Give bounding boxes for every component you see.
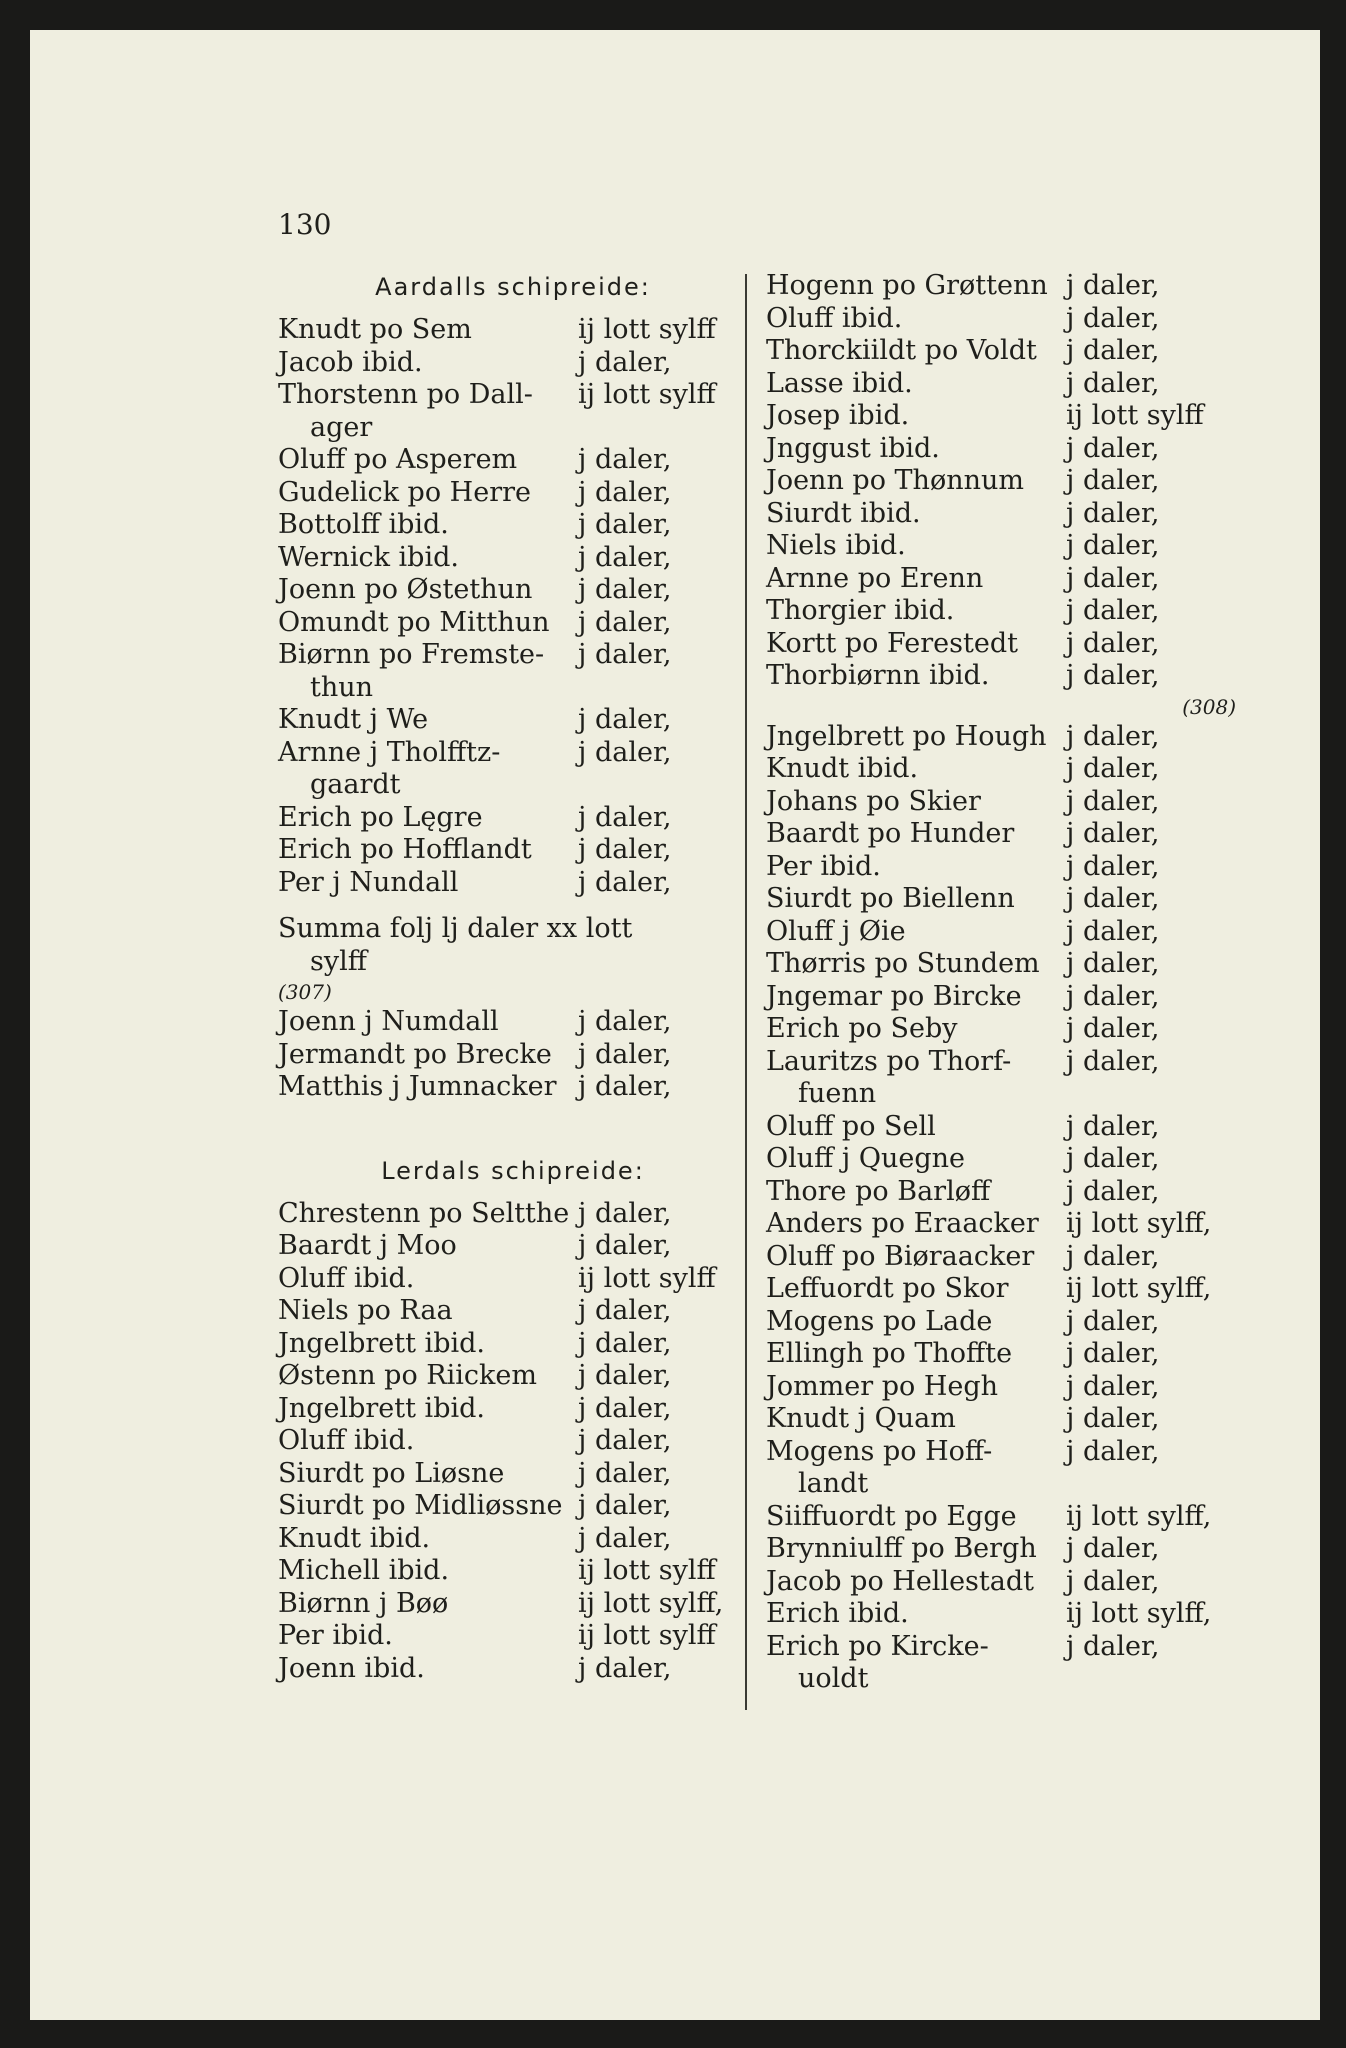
- entry-row: [766, 1598, 1236, 1631]
- entry-row: [766, 595, 1236, 628]
- entry-amount: j daler,: [1066, 660, 1160, 691]
- entry-row: [766, 1111, 1236, 1144]
- entry-name: Leffuordt po Skor: [766, 1273, 1009, 1304]
- entry-name-continuation: gaardt: [310, 769, 401, 800]
- entry-name: Ellingh po Thoffte: [766, 1338, 1013, 1369]
- entry-name: Baardt j Moo: [278, 1230, 457, 1261]
- entry-row: [766, 433, 1236, 466]
- right-column: [766, 270, 1236, 1696]
- entry-name: Siurdt po Liøsne: [278, 1457, 505, 1489]
- entry-row: [766, 563, 1236, 596]
- entry-name: Thorbiørnn ibid.: [766, 660, 990, 691]
- entry-amount: j daler,: [578, 834, 672, 865]
- entry-row: [278, 1588, 748, 1621]
- entry-row: [766, 818, 1236, 851]
- entry-name-continuation: uoldt: [798, 1663, 869, 1694]
- entry-row: [766, 498, 1236, 531]
- entry-row: [766, 1176, 1236, 1209]
- entry-amount: j daler,: [578, 1038, 672, 1070]
- entry-amount: j daler,: [1066, 627, 1160, 659]
- entry-name: Jngelbrett ibid.: [278, 1392, 485, 1424]
- entry-amount: j daler,: [1066, 335, 1160, 366]
- entry-row: [766, 335, 1236, 368]
- entry-name: Jermandt po Brecke: [278, 1038, 552, 1070]
- entry-row: [278, 1295, 748, 1328]
- entry-row: [766, 721, 1236, 754]
- entry-row: [766, 400, 1236, 433]
- document-page: [30, 30, 1320, 2020]
- entry-row: [766, 1631, 1236, 1664]
- entry-amount: j daler,: [578, 1197, 672, 1229]
- entry-row: [278, 1360, 748, 1393]
- entry-amount: ij lott sylff: [578, 379, 716, 410]
- entry-name: Kortt po Ferestedt: [766, 627, 1018, 659]
- entry-amount: j daler,: [578, 1071, 672, 1102]
- entry-name: Arnne j Tholfftz-: [278, 736, 501, 768]
- entry-name: Knudt po Sem: [278, 314, 472, 345]
- entry-row: [278, 477, 748, 510]
- entry-row: [766, 753, 1236, 786]
- entry-name: Per ibid.: [766, 850, 881, 882]
- entry-name: Siurdt po Midliøssne: [278, 1490, 563, 1521]
- entry-row: [766, 1273, 1236, 1306]
- entry-name: Niels po Raa: [278, 1295, 453, 1326]
- entry-row: [766, 628, 1236, 661]
- entry-row: [278, 1653, 748, 1686]
- entry-row: [766, 1371, 1236, 1404]
- entry-amount: j daler,: [1066, 1533, 1160, 1564]
- entry-name: Wernick ibid.: [278, 541, 459, 573]
- entry-amount: j daler,: [1066, 530, 1160, 561]
- entry-name: Oluff po Biøraacker: [766, 1240, 1035, 1272]
- summa-continuation: sylff: [310, 945, 367, 977]
- entry-name-continuation: landt: [798, 1468, 869, 1499]
- entry-amount: j daler,: [1066, 1143, 1160, 1174]
- entry-row: [766, 1566, 1236, 1599]
- entry-name: Biørnn po Fremste-: [278, 639, 545, 670]
- entry-amount: j daler,: [578, 509, 672, 540]
- entry-amount: j daler,: [578, 1392, 672, 1424]
- entry-amount: j daler,: [578, 1006, 672, 1037]
- entry-name: Michell ibid.: [278, 1555, 450, 1586]
- entry-amount: j daler,: [1066, 1338, 1160, 1369]
- entry-name: Oluff po Sell: [766, 1110, 936, 1142]
- entry-row: [766, 465, 1236, 498]
- entry-amount: j daler,: [578, 736, 672, 768]
- entry-row: [278, 314, 748, 347]
- entry-row: [278, 542, 748, 575]
- entry-name: Erich ibid.: [766, 1598, 909, 1629]
- entry-name: Oluff po Asperem: [278, 444, 518, 475]
- entry-amount: j daler,: [578, 1327, 672, 1359]
- entry-amount: j daler,: [578, 1425, 672, 1456]
- entry-name: Joenn ibid.: [278, 1652, 425, 1684]
- entry-amount: j daler,: [1066, 1565, 1160, 1597]
- entry-amount: j daler,: [578, 1457, 672, 1489]
- entry-name: Thørris po Stundem: [766, 948, 1040, 979]
- entry-amount: j daler,: [1066, 1110, 1160, 1142]
- right-entries-bottom: [766, 721, 1236, 1696]
- entry-amount: j daler,: [1066, 1403, 1160, 1434]
- entry-name: Thorgier ibid.: [766, 595, 955, 626]
- entry-name: Jngelbrett po Hough: [766, 720, 1047, 752]
- entry-name: Siiffuordt po Egge: [766, 1500, 1017, 1532]
- entry-amount: j daler,: [578, 346, 672, 378]
- entry-name: Knudt j We: [278, 704, 429, 735]
- entry-name: Joenn j Numdall: [278, 1006, 499, 1037]
- summa-text: Summa folj lj daler xx lott: [278, 913, 633, 944]
- entry-name: Bottolff ibid.: [278, 509, 449, 540]
- entry-amount: j daler,: [578, 444, 672, 475]
- entry-row: [766, 1403, 1236, 1436]
- entry-name: Oluff ibid.: [766, 302, 903, 334]
- entry-amount: j daler,: [1066, 1013, 1160, 1044]
- entry-amount: j daler,: [1066, 1435, 1160, 1467]
- entry-amount: j daler,: [578, 541, 672, 573]
- entry-name: Østenn po Riickem: [278, 1360, 537, 1391]
- entry-name: Biørnn j Bøø: [278, 1587, 449, 1619]
- entry-row: [766, 883, 1236, 916]
- entry-row: [766, 851, 1236, 884]
- entry-amount: j daler,: [1066, 883, 1160, 914]
- entry-row: [278, 1006, 748, 1039]
- entry-name: Knudt ibid.: [766, 753, 919, 784]
- entry-amount: j daler,: [1066, 562, 1160, 594]
- entry-name: Lauritzs po Thorf-: [766, 1045, 1012, 1077]
- entry-row: [766, 660, 1236, 693]
- entry-amount: j daler,: [1066, 948, 1160, 979]
- entry-row: [766, 981, 1236, 1014]
- entry-amount: j daler,: [1066, 497, 1160, 529]
- entry-row: [766, 530, 1236, 563]
- entry-amount: j daler,: [1066, 720, 1160, 752]
- entry-amount: j daler,: [1066, 785, 1160, 817]
- entry-row: [278, 737, 748, 770]
- entry-amount: j daler,: [1066, 850, 1160, 882]
- entry-amount: j daler,: [1066, 1045, 1160, 1077]
- entry-name: Erich po Seby: [766, 1013, 958, 1044]
- entry-amount: ij lott sylff: [578, 1262, 716, 1294]
- entry-amount: j daler,: [1066, 915, 1160, 947]
- entry-amount: j daler,: [1066, 595, 1160, 626]
- entry-name: Jommer po Hegh: [766, 1370, 999, 1402]
- entry-row: [278, 802, 748, 835]
- entry-row: [766, 1013, 1236, 1046]
- entry-amount: ij lott sylff: [578, 314, 716, 345]
- entry-amount: j daler,: [1066, 980, 1160, 1012]
- entry-row: [278, 1198, 748, 1231]
- entry-row: [766, 1241, 1236, 1274]
- entry-row: [766, 916, 1236, 949]
- entry-name: Jngemar po Bircke: [766, 980, 1022, 1012]
- entry-name: Gudelick po Herre: [278, 476, 531, 508]
- entry-row: [766, 1436, 1236, 1469]
- entry-row: [278, 1039, 748, 1072]
- entry-amount: j daler,: [1066, 465, 1160, 496]
- entry-row: [278, 509, 748, 542]
- entry-name-continuation: thun: [310, 671, 374, 703]
- entry-name: Matthis j Jumnacker: [278, 1071, 557, 1102]
- entry-amount: j daler,: [578, 606, 672, 638]
- entry-row: [766, 1306, 1236, 1339]
- entry-amount: ij lott sylff,: [578, 1587, 724, 1619]
- entry-row: [278, 574, 748, 607]
- page-marker-307: (307): [278, 980, 332, 1004]
- entry-amount: j daler,: [1066, 1305, 1160, 1337]
- entry-name-continuation: fuenn: [798, 1078, 877, 1109]
- entry-name: Johans po Skier: [766, 785, 981, 817]
- entry-amount: j daler,: [1066, 753, 1160, 784]
- entry-row: [278, 1555, 748, 1588]
- entry-name: Mogens po Lade: [766, 1305, 993, 1337]
- entry-amount: ij lott sylff: [1066, 400, 1204, 431]
- entry-amount: j daler,: [578, 801, 672, 833]
- entry-row: [278, 1263, 748, 1296]
- entry-row: [278, 1490, 748, 1523]
- entry-name: Niels ibid.: [766, 530, 906, 561]
- entry-amount: j daler,: [578, 1652, 672, 1684]
- entry-amount: j daler,: [578, 574, 672, 605]
- entry-row: [278, 867, 748, 900]
- entry-row: [278, 1393, 748, 1426]
- entry-row: [278, 1523, 748, 1556]
- entry-name: Per ibid.: [278, 1620, 393, 1651]
- entry-row: [766, 1338, 1236, 1371]
- entry-name: Baardt po Hunder: [766, 818, 1015, 849]
- entry-name: Anders po Eraacker: [766, 1208, 1039, 1239]
- entry-row: [278, 607, 748, 640]
- entry-amount: j daler,: [578, 866, 672, 898]
- entry-row: [278, 1458, 748, 1491]
- entry-amount: j daler,: [578, 704, 672, 735]
- entry-name: Lasse ibid.: [766, 367, 913, 399]
- entry-row: [766, 1046, 1236, 1079]
- entry-row: [278, 704, 748, 737]
- entry-name: Brynniulff po Bergh: [766, 1533, 1037, 1564]
- entry-name: Jnggust ibid.: [766, 432, 940, 464]
- entry-name: Erich po Kircke-: [766, 1630, 989, 1662]
- entry-amount: j daler,: [578, 639, 672, 670]
- entry-name: Erich po Hofflandt: [278, 834, 532, 865]
- entry-amount: j daler,: [1066, 1630, 1160, 1662]
- summa-line: [278, 913, 748, 978]
- entry-name: Thorckiildt po Voldt: [766, 335, 1037, 366]
- entry-row: [766, 1533, 1236, 1566]
- entry-amount: j daler,: [578, 1490, 672, 1521]
- entry-amount: j daler,: [578, 1295, 672, 1326]
- entry-row: [278, 1328, 748, 1361]
- entry-amount: j daler,: [1066, 1370, 1160, 1402]
- entry-row: [278, 1425, 748, 1458]
- entry-name: Joenn po Østethun: [278, 574, 533, 605]
- page-number: 130: [278, 208, 332, 241]
- entry-row: [278, 1071, 748, 1104]
- entry-amount: j daler,: [1066, 818, 1160, 849]
- entry-name: Siurdt ibid.: [766, 497, 921, 529]
- entry-name: Mogens po Hoff-: [766, 1435, 993, 1467]
- entry-name: Knudt ibid.: [278, 1522, 431, 1554]
- entry-row: [766, 303, 1236, 336]
- entry-amount: j daler,: [1066, 1175, 1160, 1207]
- right-entries-top: [766, 270, 1236, 693]
- entry-row: [766, 368, 1236, 401]
- entry-name: Thore po Barløff: [766, 1175, 991, 1207]
- column-divider: [745, 274, 747, 1710]
- entry-amount: ij lott sylff: [578, 1555, 716, 1586]
- entry-row: [278, 1620, 748, 1653]
- left-column: [278, 270, 748, 1685]
- aardalls-after-entries: [278, 1006, 748, 1104]
- section-heading-lerdals: Lerdals schipreide:: [381, 1156, 645, 1185]
- entry-row: [278, 444, 748, 477]
- entry-amount: ij lott sylff,: [1066, 1598, 1212, 1629]
- entry-name: Jacob po Hellestadt: [766, 1565, 1034, 1597]
- entry-name: Oluff ibid.: [278, 1262, 415, 1294]
- entry-row: [766, 948, 1236, 981]
- entry-amount: j daler,: [578, 1522, 672, 1554]
- entry-amount: j daler,: [578, 476, 672, 508]
- entry-row: [278, 1230, 748, 1263]
- entry-amount: j daler,: [1066, 1240, 1160, 1272]
- entry-name: Jngelbrett ibid.: [278, 1327, 485, 1359]
- entry-amount: j daler,: [578, 1230, 672, 1261]
- page-marker-308: (308): [1182, 694, 1236, 719]
- entry-name: Jacob ibid.: [278, 346, 423, 378]
- entry-row: [766, 1501, 1236, 1534]
- entry-row: [278, 639, 748, 672]
- entry-name: Joenn po Thønnum: [766, 465, 1024, 496]
- entry-row: [278, 379, 748, 412]
- entry-amount: ij lott sylff: [578, 1620, 716, 1651]
- entry-row: [278, 347, 748, 380]
- entry-amount: ij lott sylff,: [1066, 1500, 1212, 1532]
- entry-amount: ij lott sylff,: [1066, 1208, 1212, 1239]
- entry-row: [766, 1208, 1236, 1241]
- entry-row: [766, 270, 1236, 303]
- entry-name: Omundt po Mitthun: [278, 606, 550, 638]
- entry-name: Arnne po Erenn: [766, 562, 984, 594]
- aardalls-entries: [278, 314, 748, 899]
- entry-row: [278, 834, 748, 867]
- entry-name: Josep ibid.: [766, 400, 910, 431]
- entry-amount: j daler,: [578, 1360, 672, 1391]
- entry-row: [766, 786, 1236, 819]
- entry-amount: ij lott sylff,: [1066, 1273, 1212, 1304]
- entry-name: Siurdt po Biellenn: [766, 883, 1015, 914]
- entry-amount: j daler,: [1066, 270, 1160, 301]
- entry-name: Knudt j Quam: [766, 1403, 956, 1434]
- entry-name: Per j Nundall: [278, 866, 459, 898]
- entry-name: Erich po Lęgre: [278, 801, 483, 833]
- entry-name: Oluff j Quegne: [766, 1143, 966, 1174]
- entry-row: [766, 1143, 1236, 1176]
- entry-amount: j daler,: [1066, 432, 1160, 464]
- lerdals-entries: [278, 1198, 748, 1686]
- entry-name: Chrestenn po Seltthe: [278, 1197, 570, 1229]
- entry-name-continuation: ager: [310, 411, 373, 443]
- entry-name: Oluff j Øie: [766, 915, 906, 947]
- entry-name: Hogenn po Grøttenn: [766, 270, 1048, 301]
- entry-name: Oluff ibid.: [278, 1425, 415, 1456]
- entry-amount: j daler,: [1066, 302, 1160, 334]
- section-heading-aardalls: Aardalls schipreide:: [375, 273, 651, 301]
- entry-name: Thorstenn po Dall-: [278, 379, 533, 410]
- entry-amount: j daler,: [1066, 367, 1160, 399]
